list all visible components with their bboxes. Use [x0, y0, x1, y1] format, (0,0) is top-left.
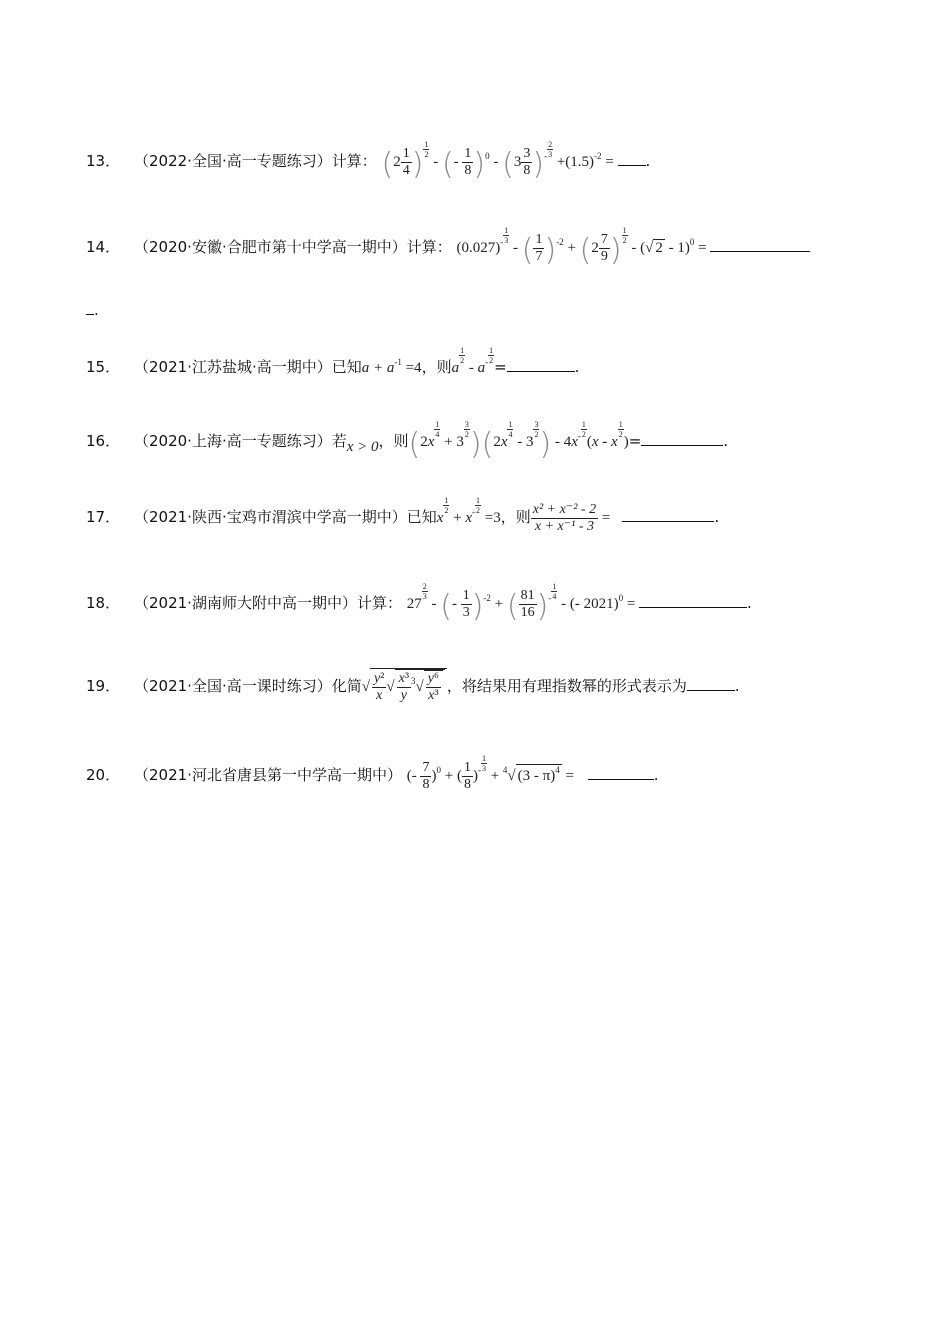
problem-number: 18．	[86, 594, 121, 612]
expression: 27 $\frac{2}{3}$ - (- $\frac{1}{3}$ )$^{-2}$ + ( $\frac{81}{16}$ )- $\frac{1}{4}$ - (- 2021)$^0$ =	[406, 582, 640, 624]
problem-14	[86, 226, 810, 268]
answer-blank[interactable]	[710, 237, 810, 252]
problem-source: （2020·安徽·合肥市第十中学高一期中）计算：	[134, 238, 452, 256]
problem-14-continuation: .	[86, 300, 99, 319]
problem-number: 17．	[86, 508, 121, 526]
expression: √ $\frac{\text{y²}}{x}$ √ $\frac{\text{x³}}{y}$ $^3$√ $\frac{\text{y⁶}}{\text{x³}}$	[362, 679, 447, 695]
expression: a $\frac{1}{2}$ - a- $\frac{1}{2}$	[451, 346, 494, 376]
expression: (0.027)- $\frac{1}{3}$ - ( $\frac{1}{7}$ )$^{-2}$ + (2 $\frac{7}{9}$ ) $\frac{1}{2}$ - (√ 2 - 1)$^0$ =	[456, 226, 711, 268]
answer-blank-continued[interactable]	[86, 300, 94, 315]
expression: (- $\frac{7}{8}$ )$^0$ + ( $\frac{1}{8}$ )- $\frac{1}{3}$ + $^4$√ (3 - π)$^4$ =	[406, 754, 578, 793]
condition: x $\frac{1}{2}$ + x- $\frac{1}{2}$ =3	[436, 496, 501, 526]
answer-blank[interactable]	[687, 676, 735, 691]
problem-18: 18． （2021·湖南师大附中高一期中）计算： 27 $\frac{2}{3}$ - (- $\frac{1}{3}$ )$^{-2}$ + ( $\frac{81}{16}$ )- $\frac{1}{4}$ - (- 2021)$^0$ = .	[86, 582, 752, 624]
problem-source: （2021·全国·高一课时练习）化简	[134, 676, 362, 695]
problem-source: （2022·全国·高一专题练习）计算：	[134, 152, 377, 170]
answer-blank[interactable]	[641, 431, 723, 446]
expression: (2x $\frac{1}{4}$ + 3 $\frac{3}{2}$ )(2x $\frac{1}{4}$ - 3 $\frac{3}{2}$ ) - 4x- $\frac{1}{2}$ (x - x $\frac{1}{2}$ )	[408, 420, 629, 462]
answer-blank[interactable]	[588, 765, 654, 780]
problem-number: 19．	[86, 676, 121, 695]
problem-source: （2021·河北省唐县第一中学高一期中）	[134, 766, 402, 784]
problem-16: 16． （2020·上海·高一专题练习）若x > 0，则(2x $\frac{1}{4}$ + 3 $\frac{3}{2}$ )(2x $\frac{1}{4}$ - 3 $\frac{3}{2}$ ) - 4x- $\frac{1}{2}$ (x - x $\frac{1}{2}$ )= .	[86, 420, 729, 462]
problem-number: 20．	[86, 766, 121, 784]
answer-blank[interactable]	[639, 593, 747, 608]
problem-number: 14．	[86, 238, 121, 256]
expression: $\frac{\text{x² + x⁻² - 2}}{\text{x + x⁻¹ - 3}}$ =	[532, 502, 611, 535]
answer-blank[interactable]	[507, 357, 575, 372]
answer-blank[interactable]	[622, 507, 714, 522]
problem-source: （2021·湖南师大附中高一期中）计算：	[134, 594, 402, 612]
expression: (2 $\frac{1}{4}$ ) $\frac{1}{2}$ - (- $\frac{1}{8}$ )$^0$ - (3 $\frac{3}{8}$ )- $\frac{2}{3}$ $+(1.5)^{-2}$ =	[381, 140, 618, 182]
problem-17: 17． （2021·陕西·宝鸡市渭滨中学高一期中）已知x $\frac{1}{2}$ + x- $\frac{1}{2}$ =3，则 $\frac{\text{x² + x⁻² - 2}}{\text{x + x⁻¹ - 3}}$ = .	[86, 496, 720, 535]
condition: x > 0	[346, 439, 379, 455]
problem-number: 13．	[86, 152, 121, 170]
problem-number: 16．	[86, 432, 121, 450]
answer-blank[interactable]	[618, 151, 646, 166]
problem-source: （2020·上海·高一专题练习）若	[134, 432, 347, 450]
problem-source: （2021·陕西·宝鸡市渭滨中学高一期中）已知	[134, 508, 437, 526]
problem-19: 19． （2021·全国·高一课时练习）化简√ $\frac{\text{y²}}{x}$ √ $\frac{\text{x³}}{y}$ $^3$√ $\frac{\text{y⁶}}{\text{x³}}$ ，将结果用有理指数幂的形式表示为 .	[86, 668, 740, 704]
problem-number: 15．	[86, 358, 121, 376]
problem-15: 15． （2021·江苏盐城·高一期中）已知$a + a^{-1} =4$，则a $\frac{1}{2}$ - a- $\frac{1}{2}$ = .	[86, 346, 580, 376]
problem-13: 13． （2022·全国·高一专题练习）计算： (2 $\frac{1}{4}$ ) $\frac{1}{2}$ - (- $\frac{1}{8}$ )$^0$ - (3 $\frac{3}{8}$ )- $\frac{2}{3}$ $+(1.5)^{-2}$ = .	[86, 140, 651, 182]
condition: $a + a^{-1} =4$	[361, 357, 422, 376]
problem-source: （2021·江苏盐城·高一期中）已知	[134, 358, 362, 376]
problem-20: 20． （2021·河北省唐县第一中学高一期中） (- $\frac{7}{8}$ )$^0$ + ( $\frac{1}{8}$ )- $\frac{1}{3}$ + $^4$√ (3 - π)$^4$ = .	[86, 754, 659, 793]
